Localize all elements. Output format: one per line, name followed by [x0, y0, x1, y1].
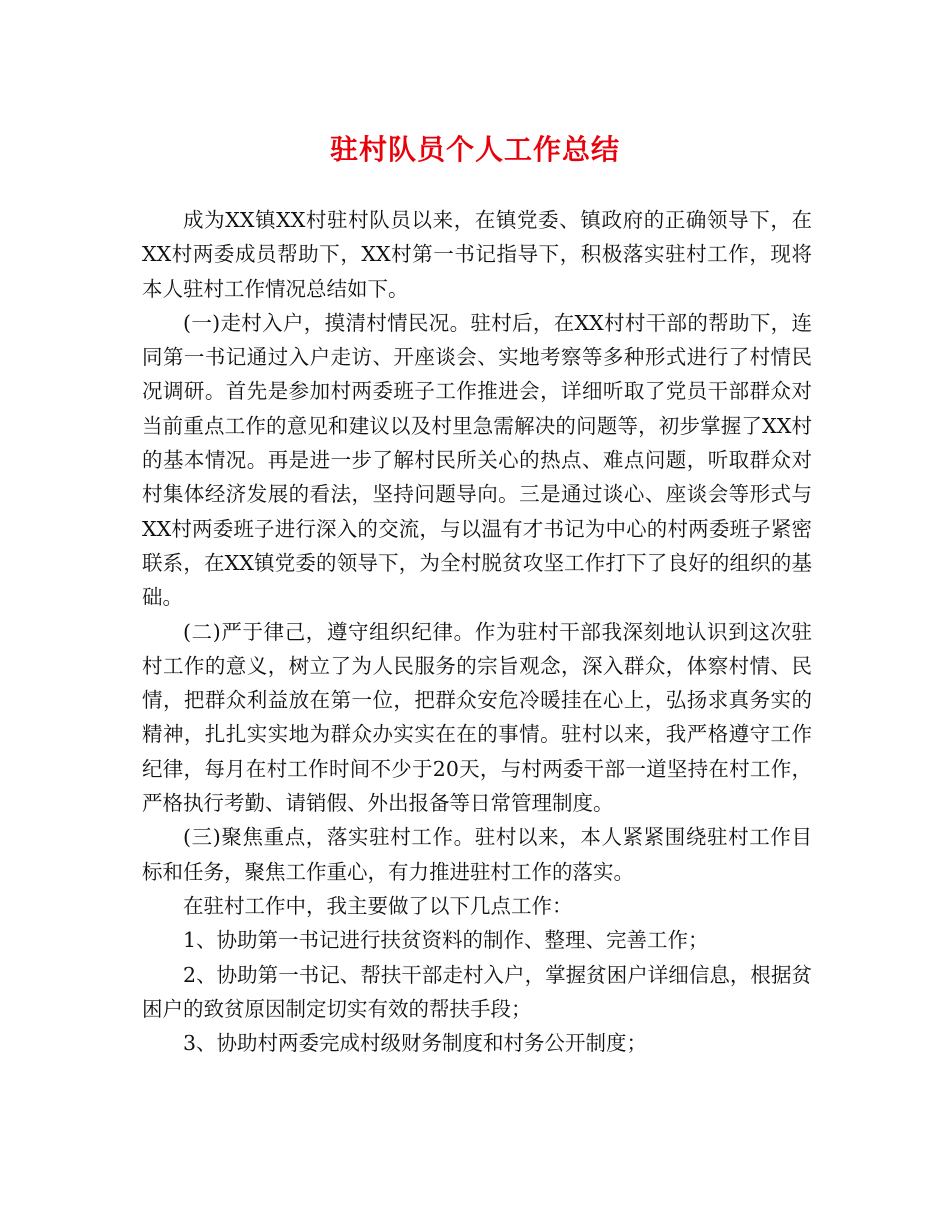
document-body	[142, 203, 812, 1060]
paragraph-section-3: (三)聚焦重点，落实驻村工作。驻村以来，本人紧紧围绕驻村工作目标和任务，聚焦工作重心，有力推进驻村工作的落实。	[142, 825, 812, 884]
document-title: 驻村队员个人工作总结	[329, 133, 620, 166]
list-item-1: 1、协助第一书记进行扶贫资料的制作、整理、完善工作；	[183, 928, 709, 953]
paragraph-section-1: (一)走村入户，摸清村情民况。驻村后，在XX村村干部的帮助下，连同第一书记通过入户走访、开座谈会、实地考察等多种形式进行了村情民况调研。首先是参加村两委班子工作推进会，详细听取了党员干部群众对当前重点工作的意见和建议以及村里急需解决的问题等，初步掌握了XX村的基本情况。再是进一步了解村民所关心的热点、难点问题，听取群众对村集体经济发展的看法，坚持问题导向。三是通过谈心、座谈会等形式与XX村两委班子进行深入的交流，与以温有才书记为中心的村两委班子紧密联系，在XX镇党委的领导下，为全村脱贫攻坚工作打下了良好的组织的基础。	[142, 310, 812, 610]
paragraph-intro: 成为XX镇XX村驻村队员以来，在镇党委、镇政府的正确领导下，在XX村两委成员帮助下，XX村第一书记指导下，积极落实驻村工作，现将本人驻村工作情况总结如下。	[142, 208, 812, 301]
list-item-3: 3、协助村两委完成村级财务制度和村务公开制度；	[183, 1031, 648, 1056]
list-item-2: 2、协助第一书记、帮扶干部走村入户，掌握贫困户详细信息，根据贫困户的致贫原因制定切实有效的帮扶手段；	[142, 962, 812, 1021]
paragraph-section-2: (二)严于律己，遵守组织纪律。作为驻村干部我深刻地认识到这次驻村工作的意义，树立了为人民服务的宗旨观念，深入群众，体察村情、民情，把群众利益放在第一位，把群众安危冷暖挂在心上，弘扬求真务实的精神，扎扎实实地为群众办实实在在的事情。驻村以来，我严格遵守工作纪律，每月在村工作时间不少于20天，与村两委干部一道坚持在村工作，严格执行考勤、请销假、外出报备等日常管理制度。	[142, 619, 812, 816]
paragraph-work-intro: 在驻村工作中，我主要做了以下几点工作：	[183, 893, 573, 918]
